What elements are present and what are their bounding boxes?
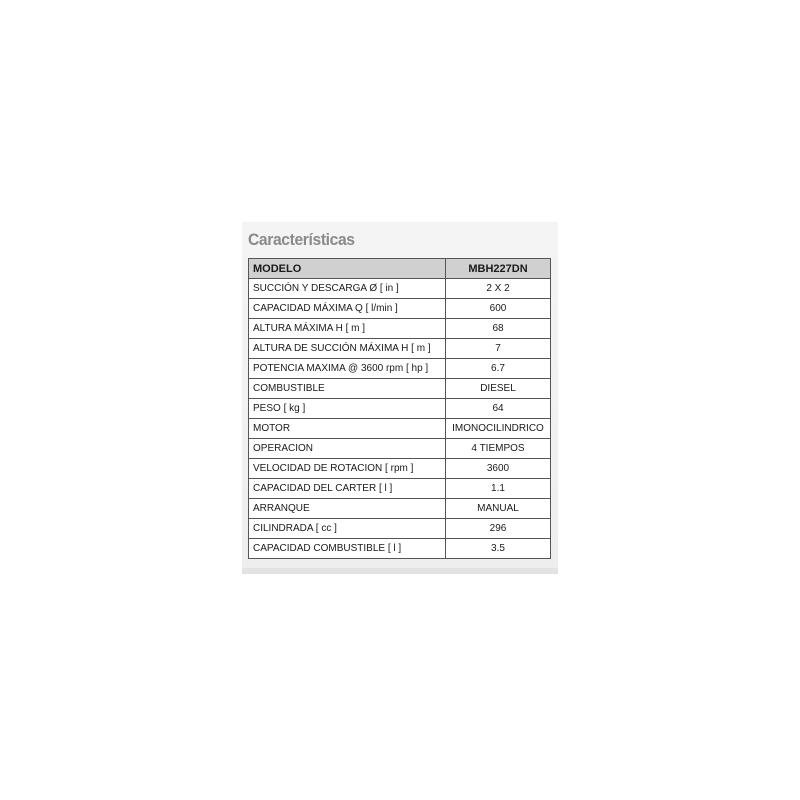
table-row [249, 339, 551, 359]
table-row [249, 399, 551, 419]
row-value: 68 [446, 319, 551, 339]
row-label: POTENCIA MAXIMA @ 3600 rpm [ hp ] [249, 359, 446, 379]
row-value: IMONOCILINDRICO [446, 419, 551, 439]
row-label: CAPACIDAD COMBUSTIBLE [ l ] [249, 539, 446, 559]
row-value: 296 [446, 519, 551, 539]
table-row [249, 499, 551, 519]
row-label: PESO [ kg ] [249, 399, 446, 419]
row-value: 64 [446, 399, 551, 419]
row-label: CAPACIDAD MÁXIMA Q [ l/min ] [249, 299, 446, 319]
row-value: MANUAL [446, 499, 551, 519]
table-row [249, 299, 551, 319]
row-value: 3600 [446, 459, 551, 479]
row-value: 600 [446, 299, 551, 319]
row-label: VELOCIDAD DE ROTACION [ rpm ] [249, 459, 446, 479]
row-label: CILINDRADA [ cc ] [249, 519, 446, 539]
row-label: ALTURA DE SUCCIÓN MÁXIMA H [ m ] [249, 339, 446, 359]
header-label: MODELO [249, 259, 446, 279]
table-header-row [249, 259, 551, 279]
row-value: DIESEL [446, 379, 551, 399]
table-row [249, 479, 551, 499]
row-label: OPERACION [249, 439, 446, 459]
row-label: ALTURA MÁXIMA H [ m ] [249, 319, 446, 339]
row-value: 7 [446, 339, 551, 359]
specifications-table [248, 258, 551, 559]
row-label: MOTOR [249, 419, 446, 439]
table-row [249, 519, 551, 539]
panel-bottom-bar [242, 568, 558, 574]
row-label: ARRANQUE [249, 499, 446, 519]
table-row [249, 379, 551, 399]
table-row [249, 539, 551, 559]
row-label: COMBUSTIBLE [249, 379, 446, 399]
row-label: CAPACIDAD DEL CARTER [ l ] [249, 479, 446, 499]
row-label: SUCCIÓN Y DESCARGA Ø [ in ] [249, 279, 446, 299]
table-row [249, 319, 551, 339]
header-model-value: MBH227DN [446, 259, 551, 279]
table-row [249, 439, 551, 459]
table-row [249, 279, 551, 299]
row-value: 2 X 2 [446, 279, 551, 299]
row-value: 3.5 [446, 539, 551, 559]
table-row [249, 459, 551, 479]
panel-title: Características [248, 230, 355, 249]
row-value: 6.7 [446, 359, 551, 379]
row-value: 4 TIEMPOS [446, 439, 551, 459]
table-row [249, 419, 551, 439]
table-row [249, 359, 551, 379]
row-value: 1.1 [446, 479, 551, 499]
specifications-panel [242, 222, 558, 574]
